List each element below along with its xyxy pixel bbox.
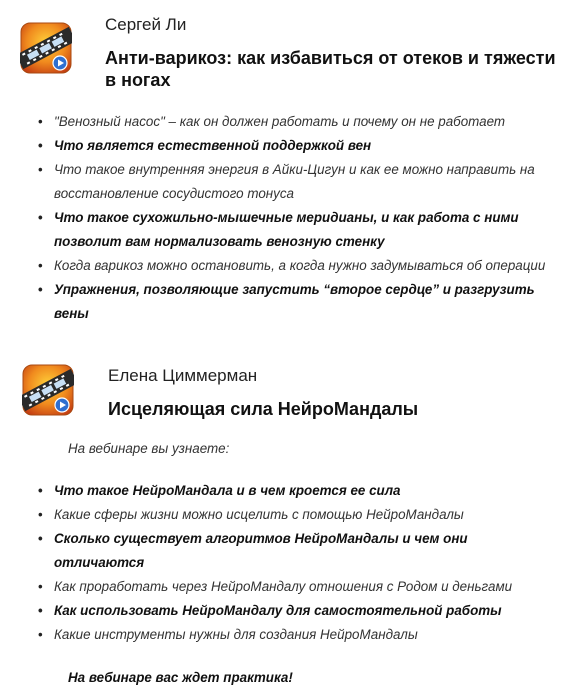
list-item: • Как проработать через НейроМандалу отношения с Родом и деньгами xyxy=(36,575,566,599)
intro-text: На вебинаре вы узнаете: xyxy=(68,441,230,456)
list-item: • Какие сферы жизни можно исцелить с помощью НейроМандалы xyxy=(36,503,566,527)
list-item: • Что такое внутренняя энергия в Айки-Цигун и как ее можно направить на восстановление сосудистого тонуса xyxy=(36,158,566,206)
practice-note: На вебинаре вас ждет практика! xyxy=(68,670,293,685)
list-item: • Как использовать НейроМандалу для самостоятельной работы xyxy=(36,599,566,623)
list-item: • Упражнения, позволяющие запустить “второе сердце” и разгрузить вены xyxy=(36,278,566,326)
list-item: • Сколько существует алгоритмов НейроМандалы и чем они отличаются xyxy=(36,527,494,575)
author-name: Сергей Ли xyxy=(105,15,187,34)
webinar-title: Исцеляющая сила НейроМандалы xyxy=(108,399,419,419)
list-item: • Что является естественной поддержкой вен xyxy=(36,134,566,158)
author-name: Елена Циммерман xyxy=(108,366,258,385)
topic-list xyxy=(36,479,566,647)
list-item: • Какие инструменты нужны для создания НейроМандалы xyxy=(36,623,566,647)
list-item: • Что такое сухожильно-мышечные меридианы, и как работа с ними позволит вам нормализовать венозную стенку xyxy=(36,206,566,254)
list-item: • Когда варикоз можно остановить, а когда нужно задумываться об операции xyxy=(36,254,566,278)
list-item: • "Венозный насос" – как он должен работать и почему он не работает xyxy=(36,110,566,134)
list-item: • Что такое НейроМандала и в чем кроется ее сила xyxy=(36,479,566,503)
webinar-title: Анти-варикоз: как избавиться от отеков и тяжести в ногах xyxy=(105,48,556,90)
video-film-icon xyxy=(22,364,74,416)
